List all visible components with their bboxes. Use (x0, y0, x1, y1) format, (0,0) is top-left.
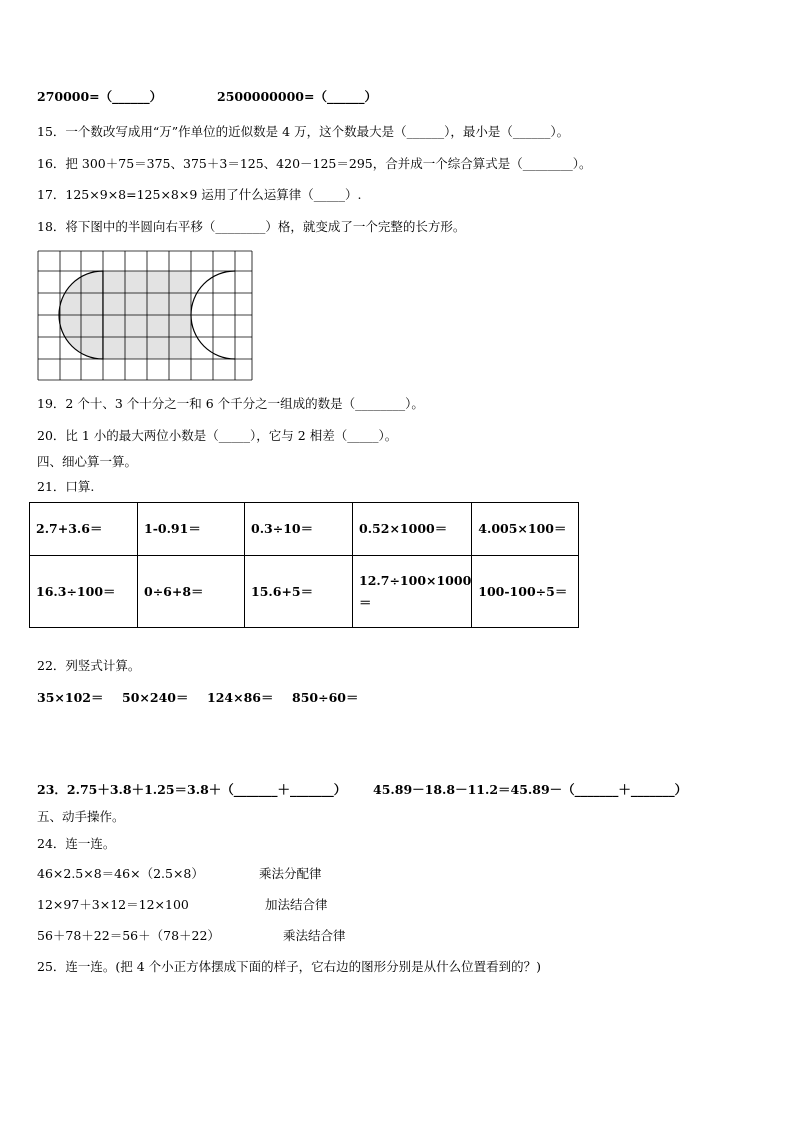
match-law: 乘法结合律 (283, 928, 346, 943)
section-5-heading: 五、动手操作。 (37, 809, 125, 824)
match-expression: 56＋78＋22＝56＋（78＋22） (37, 928, 220, 943)
calc-cell: 0.52×1000＝ (353, 503, 472, 556)
calc-cell: 100-100÷5＝ (472, 556, 579, 628)
calc-cell: 15.6+5＝ (245, 556, 353, 628)
question-22: 22．列竖式计算。 (37, 658, 141, 673)
calc-cell: 0.3÷10＝ (245, 503, 353, 556)
match-law: 加法结合律 (265, 897, 328, 912)
calc-cell: 0÷6+8＝ (138, 556, 245, 628)
question-24: 24．连一连。 (37, 836, 116, 851)
vertical-calc-item: 35×102＝ (37, 690, 104, 705)
calc-cell: 2.7+3.6＝ (30, 503, 138, 556)
match-expression: 12×97＋3×12＝12×100 (37, 897, 189, 912)
question-19: 19．2 个十、3 个十分之一和 6 个千分之一组成的数是（________）。 (37, 396, 424, 411)
question-25: 25．连一连。(把 4 个小正方体摆成下面的样子，它右边的图形分别是从什么位置看到的？) (37, 959, 542, 974)
question-18: 18．将下图中的半圆向右平移（________）格，就变成了一个完整的长方形。 (37, 219, 466, 234)
calc-cell-line-2: ＝ (359, 594, 372, 610)
match-expression: 46×2.5×8＝46×（2.5×8） (37, 866, 204, 881)
vertical-calc-item: 124×86＝ (207, 690, 274, 705)
grid-figure (37, 250, 253, 381)
q14-blank-b: 2500000000=（______） (217, 89, 377, 104)
question-23-a: 23．2.75＋3.8＋1.25＝3.8＋（_______＋_______） (37, 782, 347, 797)
question-16: 16．把 300＋75＝375、375＋3＝125、420－125＝295，合并成一个综合算式是（________）。 (37, 156, 592, 171)
calc-cell: 1-0.91＝ (138, 503, 245, 556)
section-4-heading: 四、细心算一算。 (37, 454, 138, 469)
question-17: 17．125×9×8=125×8×9 运用了什么运算律（_____）. (37, 187, 362, 202)
calc-cell (353, 556, 472, 628)
calc-cell: 16.3÷100＝ (30, 556, 138, 628)
match-law: 乘法分配律 (259, 866, 322, 881)
calc-cell: 4.005×100＝ (472, 503, 579, 556)
question-15: 15．一个数改写成用“万”作单位的近似数是 4 万，这个数最大是（______），最小是（______）。 (37, 124, 570, 139)
mental-calc-table (29, 502, 579, 628)
question-20: 20．比 1 小的最大两位小数是（_____），它与 2 相差（_____）。 (37, 428, 398, 443)
calc-cell-line-1: 12.7÷100×1000 (359, 572, 472, 588)
vertical-calc-item: 50×240＝ (122, 690, 189, 705)
q14-blank-a: 270000=（______） (37, 89, 163, 104)
question-23-b: 45.89－18.8－11.2＝45.89－（_______＋_______） (373, 782, 688, 797)
vertical-calc-item: 850÷60＝ (292, 690, 359, 705)
question-21: 21．口算. (37, 479, 95, 494)
